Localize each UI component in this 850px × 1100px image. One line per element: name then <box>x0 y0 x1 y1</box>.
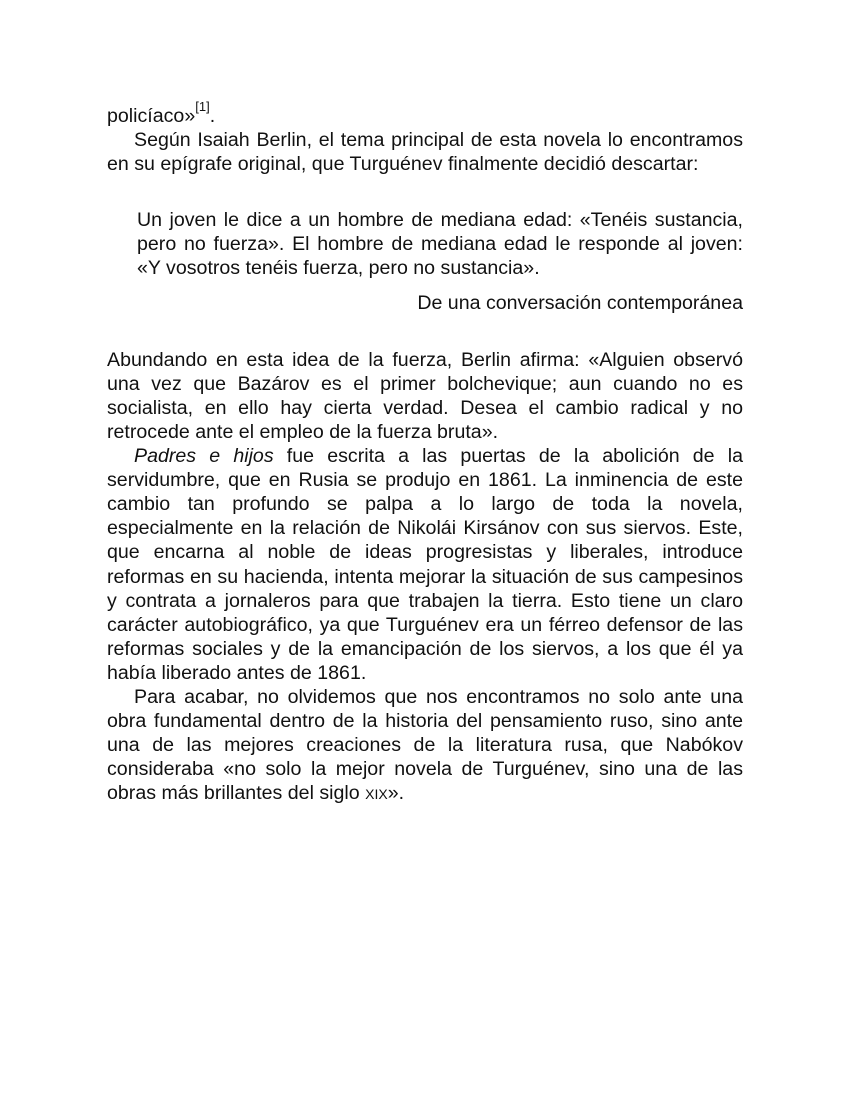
century-numeral: XIX <box>365 786 388 803</box>
paragraph-conclusion <box>107 685 743 806</box>
epigraph-quote: Un joven le dice a un hombre de mediana edad: «Tenéis sustancia, pero no fuerza». El hombre de mediana edad le responde al joven: «Y vosotros tenéis fuerza, pero no sustancia». <box>137 209 743 280</box>
epigraph-source: De una conversación contemporánea <box>417 291 743 314</box>
paragraph-end: . <box>209 105 216 127</box>
paragraph-padres-e-hijos <box>107 444 743 685</box>
paragraph-berlin-force: Abundando en esta idea de la fuerza, Berlin afirma: «Alguien observó una vez que Bazárov es el primer bolchevique; aun cuando no es socialista, en ello hay cierta verdad. Desea el cambio radical y no retrocede ante el empleo de la fuerza bruta». <box>107 348 743 443</box>
paragraph-continuation <box>107 99 743 128</box>
paragraph-berlin-theme: Según Isaiah Berlin, el tema principal de esta novela lo encontramos en su epígrafe original, que Turguénev finalmente decidió descartar: <box>107 129 743 176</box>
paragraph-text: fue escrita a las puertas de la abolición de la servidumbre, que en Rusia se produjo en 1861. La inminencia de este cambio tan profundo se palpa a lo largo de toda la novela, especialmente en la relación de Nikolái Kirsánov con sus siervos. Este, que encarna al noble de ideas progresistas y liberales, introduce reformas en su hacienda, intenta mejorar la situación de sus campesinos y contrata a jornaleros para que trabajen la tierra. Esto tiene un claro carácter autobiográfico, ya que Turguénev era un férreo defensor de las reformas sociales y de la emancipación de los siervos, a los que él ya había liberado antes de 1861. <box>107 445 743 684</box>
paragraph-end: ». <box>387 782 405 805</box>
document-page <box>107 99 743 806</box>
book-title: Padres e hijos <box>134 445 274 468</box>
paragraph-text: policíaco» <box>107 105 196 127</box>
paragraph-text: Para acabar, no olvidemos que nos encontramos no solo ante una obra fundamental dentro de la historia del pensamiento ruso, sino ante una de las mejores creaciones de la literatura rusa, que Nabókov consideraba «no solo la mejor novela de Turguénev, sino una de las obras más brillantes del siglo <box>107 685 743 805</box>
footnote-reference[interactable]: [1] <box>195 99 210 115</box>
